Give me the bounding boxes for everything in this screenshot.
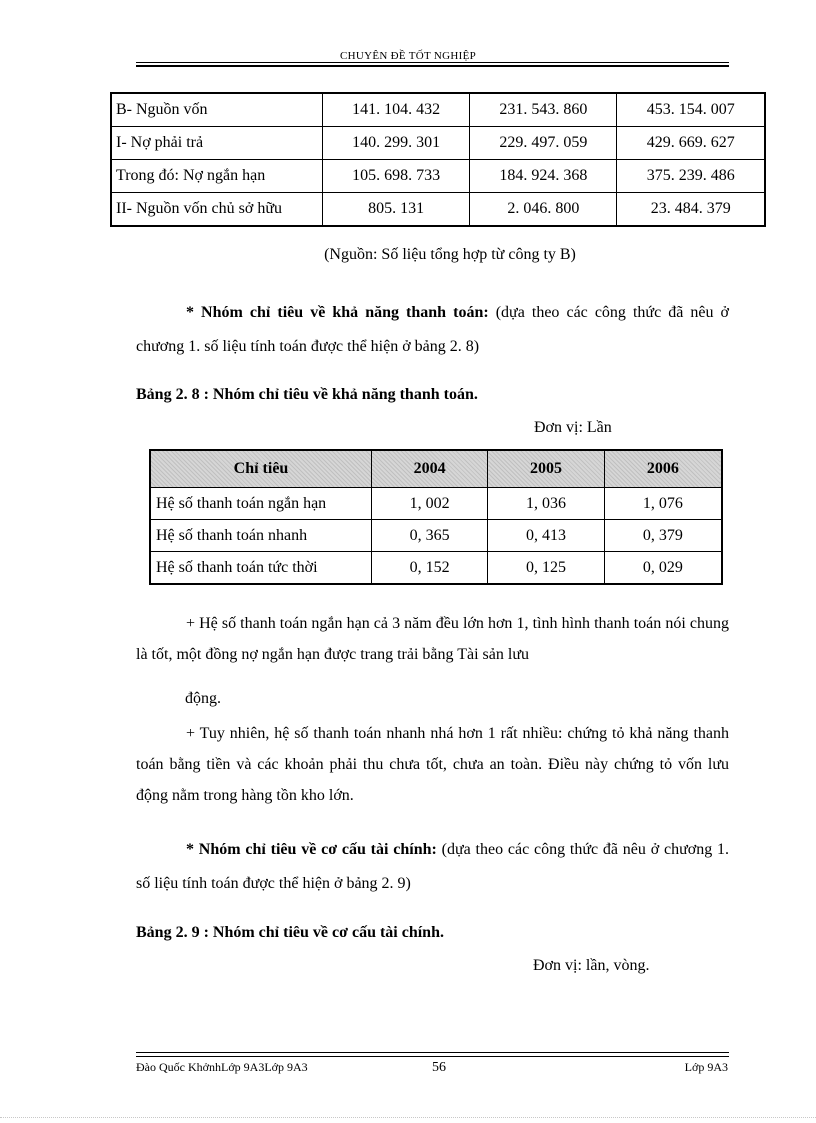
- table-caption: Bảng 2. 9 : Nhóm chỉ tiêu về cơ cấu tài chính.: [136, 924, 444, 941]
- header-rule: [136, 62, 729, 63]
- cell-value: 0, 365: [372, 520, 488, 552]
- cell-value: 453. 154. 007: [617, 93, 765, 127]
- row-label: B- Nguồn vốn: [111, 93, 323, 127]
- cell-value: 23. 484. 379: [617, 193, 765, 227]
- table-row: [111, 160, 765, 193]
- row-label: II- Nguồn vốn chủ sở hữu: [111, 193, 323, 227]
- footer-rule: [136, 1056, 729, 1057]
- table-row: [150, 520, 722, 552]
- section-heading: * Nhóm chỉ tiêu về cơ cấu tài chính:: [186, 841, 437, 858]
- footer-class: Lớp 9A3: [684, 1060, 728, 1074]
- cell-value: 805. 131: [323, 193, 470, 227]
- column-header: 2004: [372, 450, 488, 488]
- page-number: 56: [432, 1060, 446, 1075]
- cell-value: 429. 669. 627: [617, 127, 765, 160]
- row-label: Hệ số thanh toán nhanh: [150, 520, 372, 552]
- page-header-title: CHUYÊN ĐỀ TỐT NGHIỆP: [339, 50, 477, 62]
- column-header: 2005: [488, 450, 604, 488]
- analysis-paragraph-1-tail: động.: [185, 690, 221, 707]
- table-caption: Bảng 2. 8 : Nhóm chỉ tiêu về khả năng thanh toán.: [136, 386, 478, 403]
- page-edge: [0, 1117, 816, 1118]
- table-header-row: [150, 450, 722, 488]
- cell-value: 0, 413: [488, 520, 604, 552]
- cell-value: 184. 924. 368: [470, 160, 617, 193]
- cell-value: 375. 239. 486: [617, 160, 765, 193]
- cell-value: 141. 104. 432: [323, 93, 470, 127]
- section-paragraph-structure: [136, 833, 729, 901]
- cell-value: 140. 299. 301: [323, 127, 470, 160]
- column-header: Chỉ tiêu: [150, 450, 372, 488]
- cell-value: 0, 029: [604, 552, 722, 585]
- section-paragraph-liquidity: [136, 296, 729, 364]
- cell-value: 229. 497. 059: [470, 127, 617, 160]
- cell-value: 231. 543. 860: [470, 93, 617, 127]
- cell-value: 0, 379: [604, 520, 722, 552]
- header-rule-thick: [136, 65, 729, 67]
- row-label: I- Nợ phải trả: [111, 127, 323, 160]
- table-row: [111, 193, 765, 227]
- cell-value: 105. 698. 733: [323, 160, 470, 193]
- section-text: (dựa theo các công thức đã nêu ở chương 1. số liệu tính toán được thể hiện ở bảng 2. 9): [136, 841, 730, 892]
- capital-table: [110, 92, 766, 227]
- section-heading: * Nhóm chỉ tiêu về khả năng thanh toán:: [186, 304, 489, 321]
- cell-value: 0, 125: [488, 552, 604, 585]
- analysis-paragraph-2: + Tuy nhiên, hệ số thanh toán nhanh nhá hơn 1 rất nhiều: chứng tỏ khả năng thanh toán bằng tiền và các khoản phải thu chưa tốt, chưa an toàn. Điều này chứng tỏ vốn lưu động nằm trong hàng tồn kho lớn.: [136, 725, 729, 804]
- unit-label: Đơn vị: lần, vòng.: [533, 957, 650, 974]
- row-label: Trong đó: Nợ ngắn hạn: [111, 160, 323, 193]
- row-label: Hệ số thanh toán tức thời: [150, 552, 372, 585]
- cell-value: 1, 076: [604, 488, 722, 520]
- source-note: (Nguồn: Số liệu tổng hợp từ công ty B): [324, 246, 576, 263]
- cell-value: 0, 152: [372, 552, 488, 585]
- footer-rule: [136, 1052, 729, 1053]
- liquidity-table: [149, 449, 723, 585]
- analysis-paragraph-1: + Hệ số thanh toán ngắn hạn cả 3 năm đều lớn hơn 1, tình hình thanh toán nói chung là tốt, một đồng nợ ngắn hạn được trang trải bằng Tài sản lưu: [136, 615, 729, 663]
- unit-label: Đơn vị: Lần: [534, 419, 612, 436]
- row-label: Hệ số thanh toán ngắn hạn: [150, 488, 372, 520]
- table-row: [111, 93, 765, 127]
- cell-value: 1, 036: [488, 488, 604, 520]
- cell-value: 2. 046. 800: [470, 193, 617, 227]
- cell-value: 1, 002: [372, 488, 488, 520]
- section-text: (dựa theo các công thức đã nêu ở chương 1. số liệu tính toán được thể hiện ở bảng 2. 8): [136, 304, 729, 355]
- table-row: [150, 488, 722, 520]
- table-row: [111, 127, 765, 160]
- column-header: 2006: [604, 450, 722, 488]
- footer-author: Đào Quốc KhởnhLớp 9A3Lớp 9A3: [136, 1060, 308, 1074]
- table-row: [150, 552, 722, 585]
